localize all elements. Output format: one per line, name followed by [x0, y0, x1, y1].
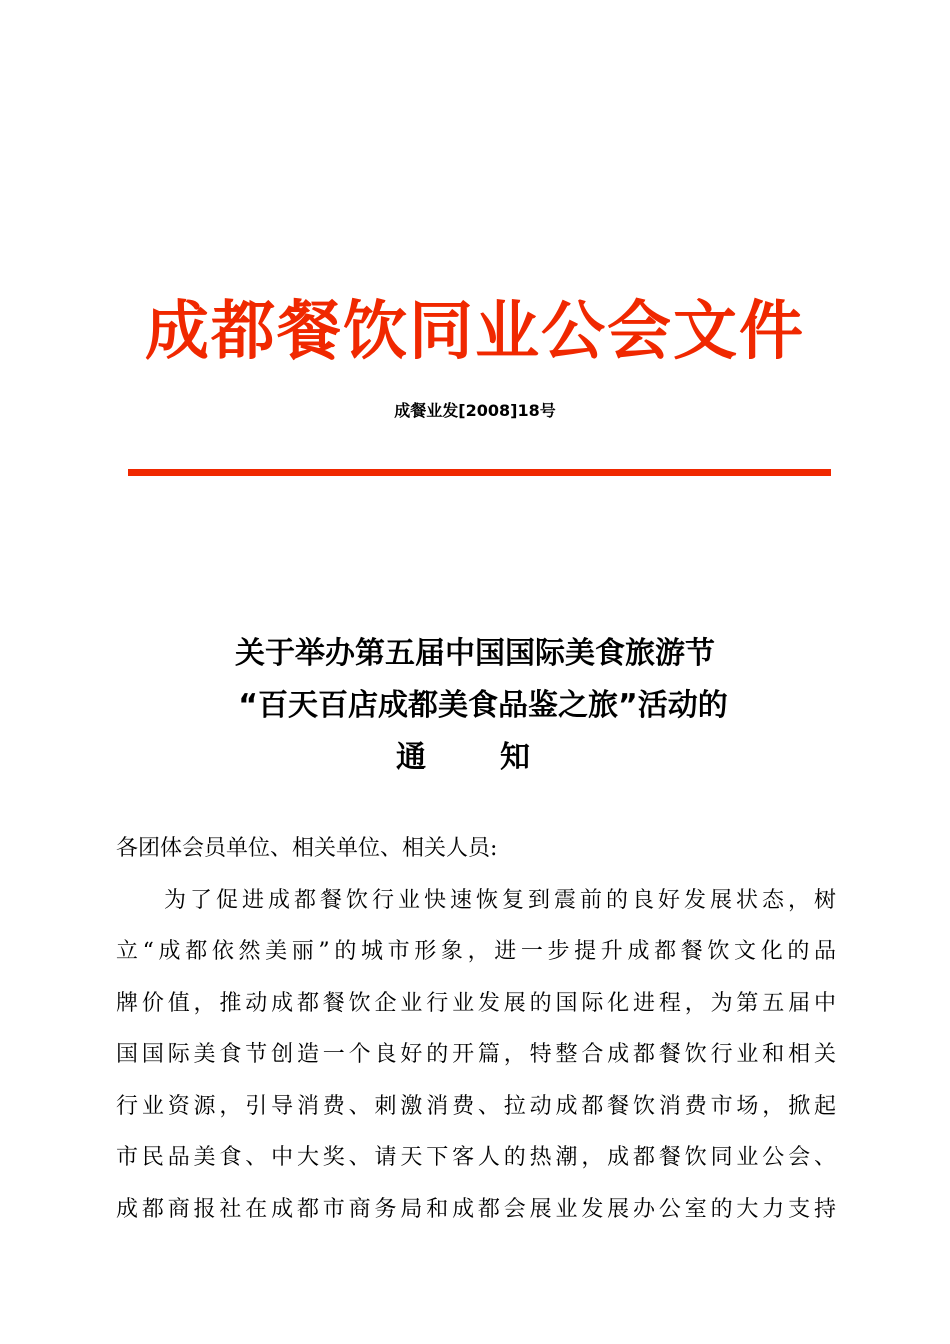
notice-body: [116, 823, 836, 1235]
paragraph-line: 市民品美食、中大奖、请天下客人的热潮，成都餐饮同业公会、: [116, 1145, 836, 1170]
document-number: 成餐业发[2008]18号: [394, 401, 556, 420]
salutation: 各团体会员单位、相关单位、相关人员:: [116, 836, 498, 861]
notice-title: [0, 628, 950, 784]
title-line-3: 通知: [396, 740, 604, 775]
paragraph-line: 牌价值，推动成都餐饮企业行业发展的国际化进程，为第五届中: [116, 990, 836, 1016]
title-line-1: 关于举办第五届中国国际美食旅游节: [235, 636, 715, 671]
paragraph-line: 立“成都依然美丽”的城市形象，进一步提升成都餐饮文化的品: [116, 939, 836, 964]
paragraph-line: 成都商报社在成都市商务局和成都会展业发展办公室的大力支持: [116, 1196, 836, 1222]
paragraph-line: 行业资源，引导消费、刺激消费、拉动成都餐饮消费市场，掀起: [116, 1093, 836, 1119]
title-line-2: “百天百店成都美食品鉴之旅”活动的: [238, 688, 728, 723]
red-divider-rule: [128, 469, 831, 476]
paragraph-line: 为了促进成都餐饮行业快速恢复到震前的良好发展状态，树: [164, 887, 836, 913]
masthead-title: 成都餐饮同业公会文件: [145, 294, 805, 369]
paragraph-line: 国国际美食节创造一个良好的开篇，特整合成都餐饮行业和相关: [116, 1042, 836, 1067]
